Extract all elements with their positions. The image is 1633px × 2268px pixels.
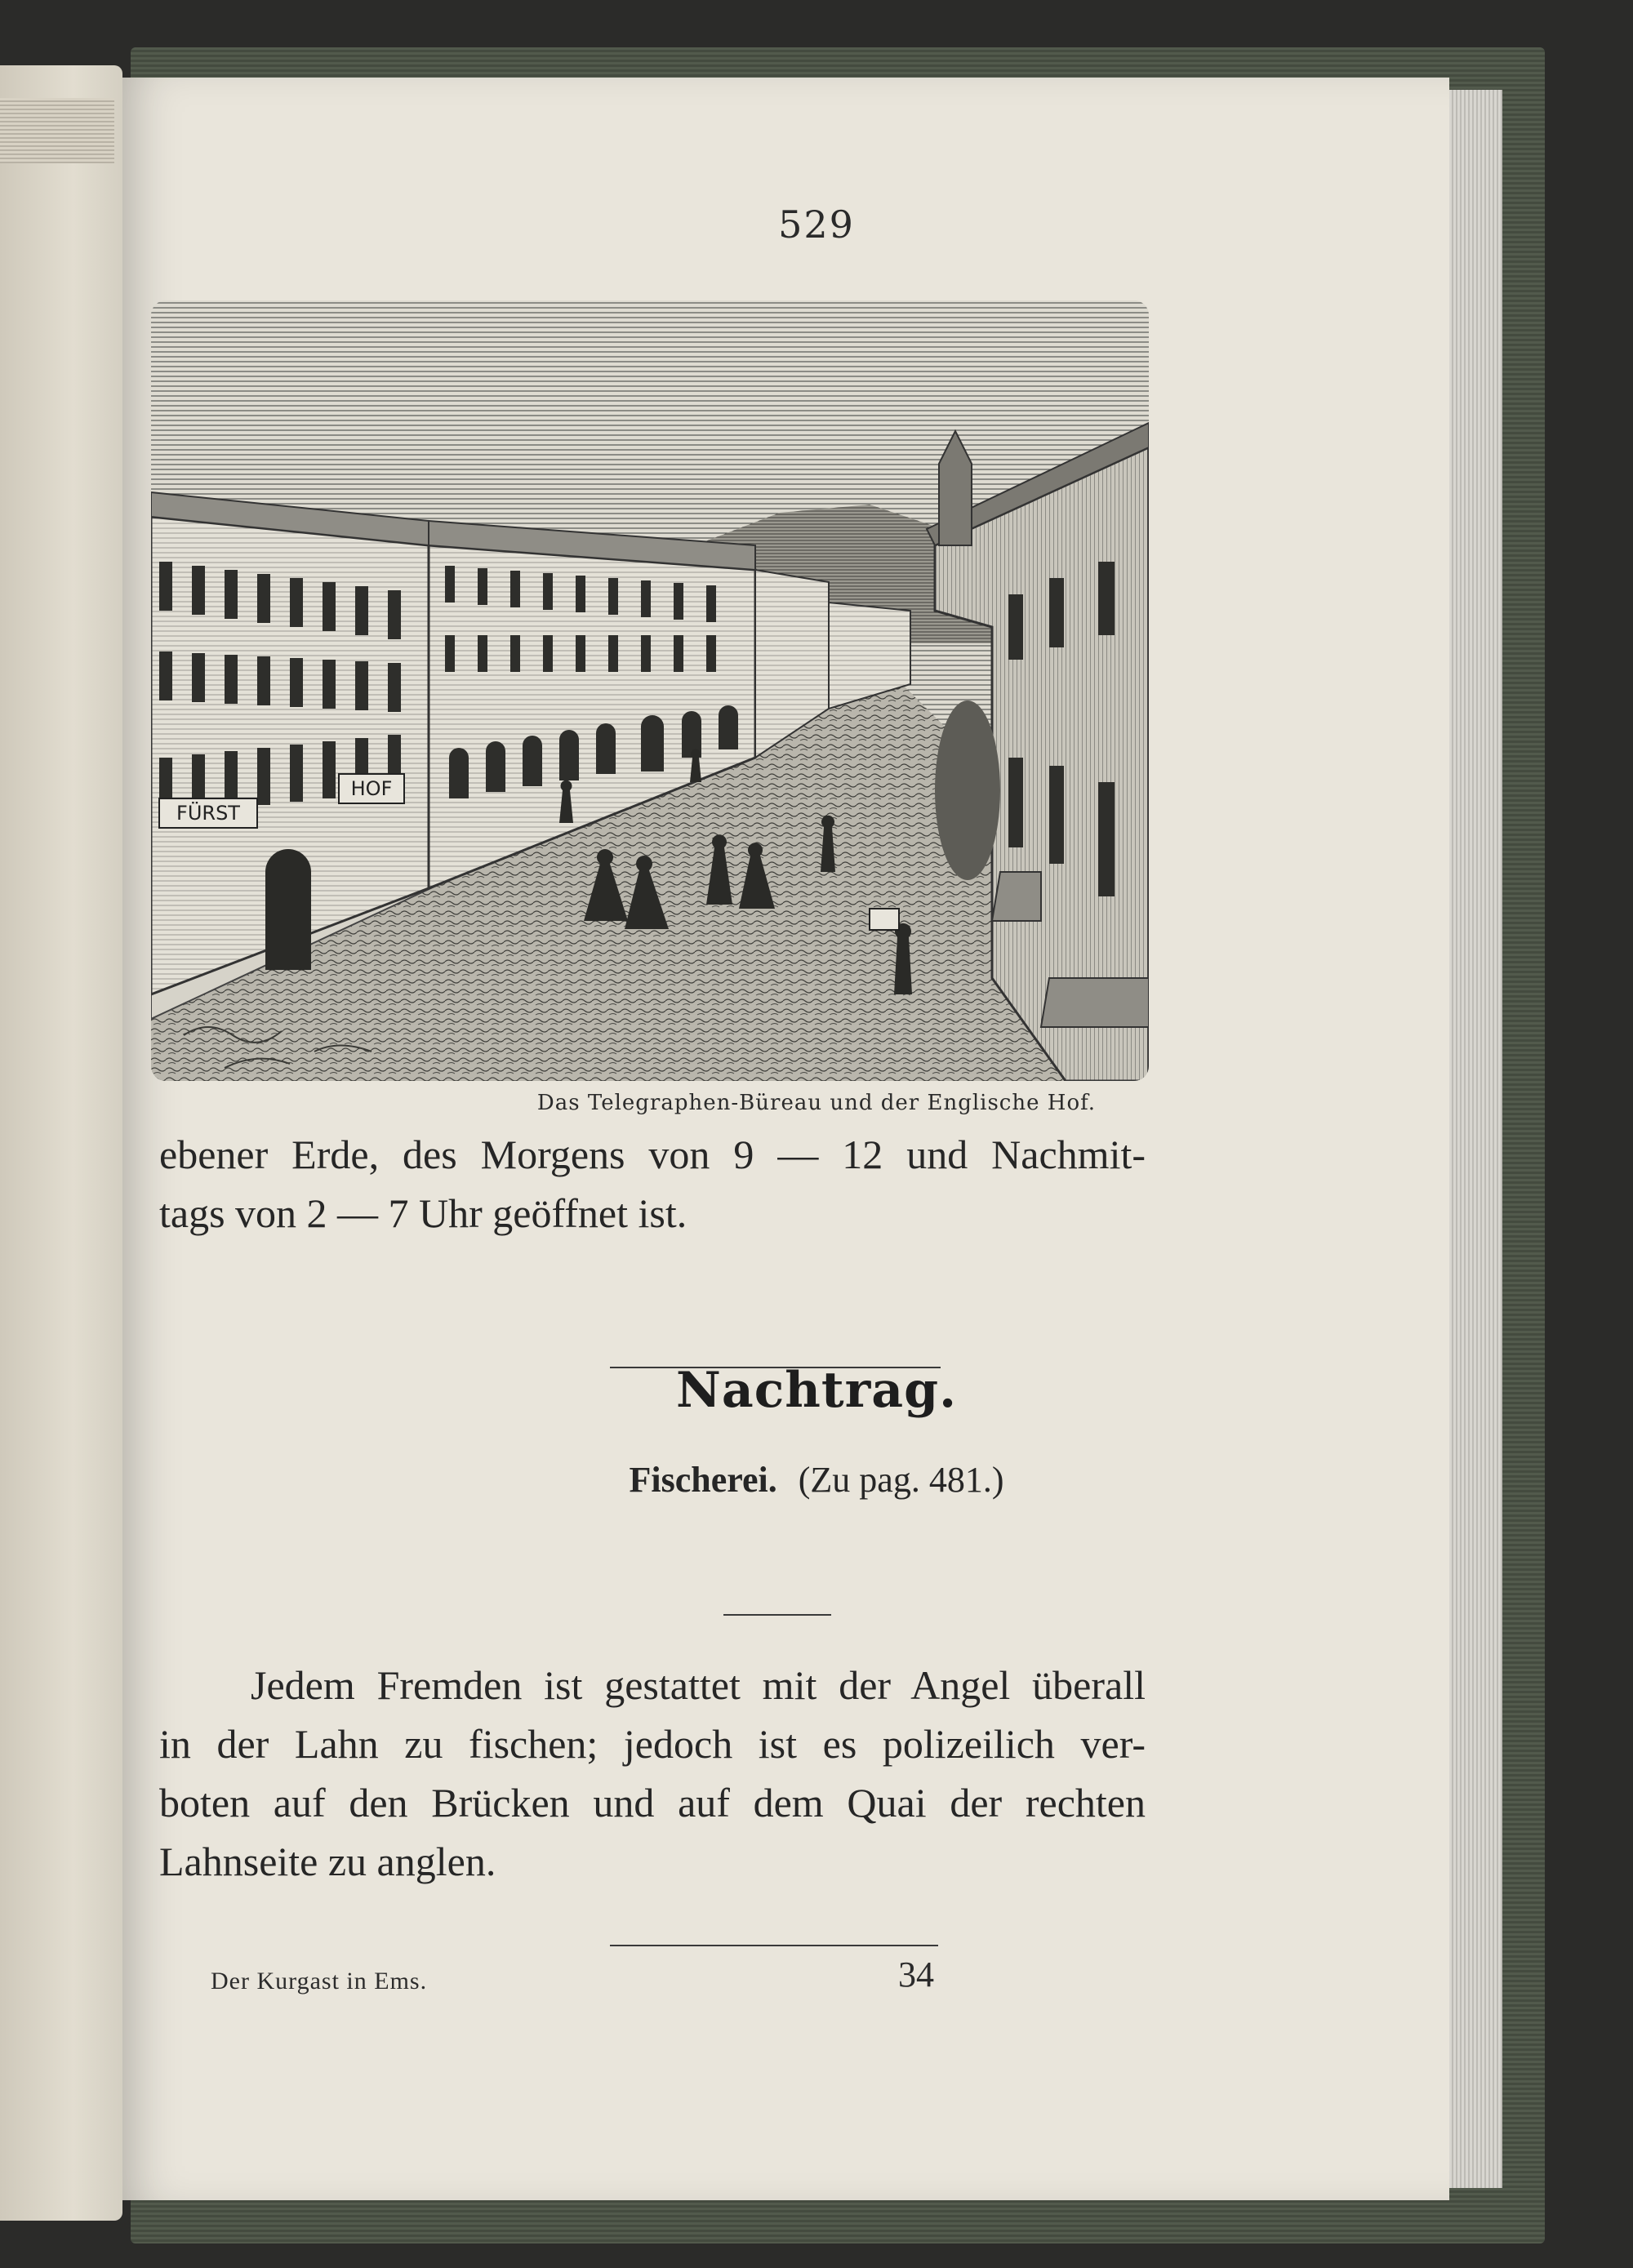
illustration-sign-left: FÜRST: [176, 802, 240, 825]
facing-page: [0, 65, 122, 2221]
signature-mark: 34: [898, 1954, 934, 1995]
text-line: ebener Erde, des Morgens von 9 — 12 und Nachmit-: [159, 1132, 1146, 1177]
text-line: boten auf den Brücken und auf dem Quai der rechten: [159, 1780, 1146, 1826]
short-rule: [723, 1614, 831, 1616]
text-line: tags von 2 — 7 Uhr geöffnet ist.: [159, 1190, 687, 1236]
facing-page-edges: [0, 98, 114, 163]
page-number: 529: [778, 202, 855, 247]
text-line: Lahnseite zu anglen.: [159, 1839, 496, 1884]
street-scene-engraving: [151, 300, 1149, 1081]
footer-book-title: Der Kurgast in Ems.: [211, 1968, 428, 1995]
illustration-sign-right: HOF: [350, 777, 393, 800]
text-line: in der Lahn zu fischen; jedoch ist es polizeilich ver-: [159, 1721, 1146, 1767]
fischerei-paragraph: [159, 1656, 1146, 1891]
engraving-illustration: [151, 300, 1149, 1081]
closing-rule: [610, 1945, 938, 1946]
subsection-heading: [0, 1459, 1633, 1501]
continuation-paragraph: [159, 1125, 1146, 1243]
illustration-caption: Das Telegraphen-Büreau und der Englische Hof.: [536, 1091, 1097, 1115]
text-line: Jedem Fremden ist gestattet mit der Angel überall: [251, 1662, 1146, 1708]
section-heading: Nachtrag.: [676, 1362, 957, 1419]
subsection-reference: (Zu pag. 481.): [798, 1460, 1004, 1500]
subsection-title: Fischerei.: [629, 1460, 777, 1500]
